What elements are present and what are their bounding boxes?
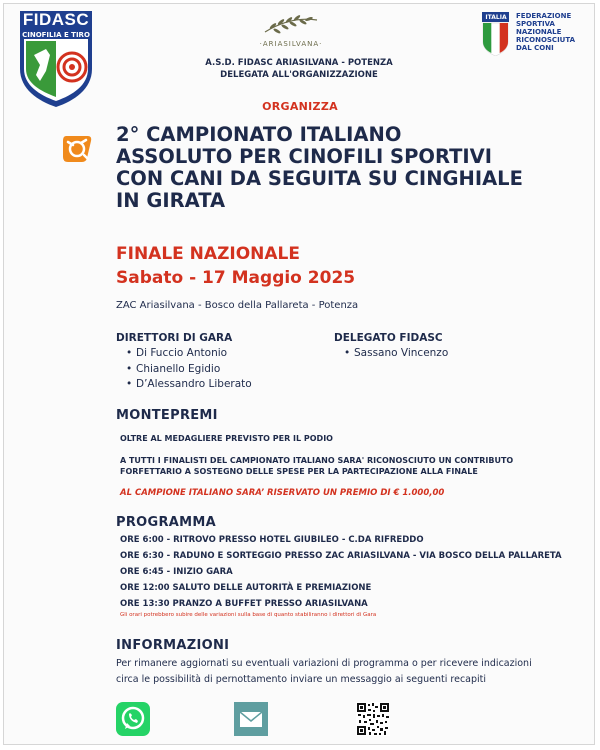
informazioni-heading: INFORMAZIONI	[116, 638, 230, 653]
event-location: ZAC Ariasilvana - Bosco della Pallareta - Potenza	[116, 300, 359, 311]
association-name: A.S.D. FIDASC ARIASILVANA - POTENZA	[205, 58, 393, 68]
schedule-item: ORE 6:30 - RADUNO E SORTEGGIO PRESSO ZAC ARIASILVANA - VIA BOSCO DELLA PALLARETA	[120, 551, 562, 561]
programma-list	[120, 532, 562, 618]
directors-heading: DIRETTORI DI GARA	[116, 332, 233, 344]
montepremi-line: FORFETTARIO A SOSTEGNO DELLE SPESE PER LA PARTECIPAZIONE ALLA FINALE	[120, 467, 478, 476]
italia-label: ITALIA	[485, 14, 507, 21]
title-line: IN GIRATA	[116, 189, 226, 212]
schedule-item: ORE 6:00 - RITROVO PRESSO HOTEL GIUBILEO - C.DA RIFREDDO	[120, 535, 424, 545]
montepremi-heading: MONTEPREMI	[116, 408, 218, 423]
hunting-horn-badge-icon	[60, 132, 94, 166]
coni-recognition	[516, 12, 595, 52]
mail-icon[interactable]	[234, 702, 268, 736]
info-line: Per rimanere aggiornati su eventuali variazioni di programma o per ricevere indicazioni	[116, 658, 532, 669]
info-line: circa le possibilità di pernottamento inviare un messaggio ai seguenti recapiti	[116, 674, 487, 685]
delegate-name: • Sassano Vincenzo	[344, 346, 448, 362]
schedule-note: Gli orari potrebbero subire delle variazioni sulla base di quanto stabiliranno i direttori di Gara	[120, 612, 377, 618]
montepremi-line: A TUTTI I FINALISTI DEL CAMPIONATO ITALIANO SARA' RICONOSCIUTO UN CONTRIBUTO	[120, 456, 514, 465]
montepremi-contribution	[120, 455, 590, 477]
coni-line: DAL CONI	[516, 44, 554, 52]
finale-heading: FINALE NAZIONALE	[116, 244, 301, 264]
event-date: Sabato - 17 Maggio 2025	[116, 268, 356, 288]
association-role: DELEGATA ALL'ORGANIZZAZIONE	[220, 70, 378, 80]
coni-line: RICONOSCIUTA	[516, 36, 576, 44]
fidasc-logo-title: FIDASC	[22, 10, 90, 29]
title-line: CON CANI DA SEGUITA SU CINGHIALE	[116, 167, 523, 190]
director-name: • Chianello Egidio	[126, 362, 252, 378]
qr-code-icon[interactable]	[356, 702, 390, 736]
director-name: • D’Alessandro Liberato	[126, 377, 252, 393]
delegate-heading: DELEGATO FIDASC	[334, 332, 443, 344]
coni-line: FEDERAZIONE	[516, 12, 572, 20]
fidasc-logo-subtitle: CINOFILIA E TIRO	[22, 31, 90, 39]
schedule-item: ORE 13:30 PRANZO A BUFFET PRESSO ARIASILVANA	[120, 599, 368, 609]
whatsapp-icon[interactable]	[116, 702, 150, 736]
organizza-label: ORGANIZZA	[262, 100, 338, 113]
schedule-item: ORE 6:45 - INIZIO GARA	[120, 567, 233, 577]
delegate-list	[344, 346, 448, 362]
association-info	[174, 57, 424, 81]
title-line: ASSOLUTO PER CINOFILI SPORTIVI	[116, 145, 492, 168]
coni-line: SPORTIVA NAZIONALE	[516, 20, 562, 36]
programma-heading: PROGRAMMA	[116, 515, 216, 530]
montepremi-medals: OLTRE AL MEDAGLIERE PREVISTO PER IL PODIO	[120, 434, 333, 443]
flyer-page	[3, 3, 595, 745]
championship-prize: AL CAMPIONE ITALIANO SARA’ RISERVATO UN PREMIO DI € 1.000,00	[120, 488, 445, 498]
informazioni-text	[116, 656, 586, 688]
director-name: • Di Fuccio Antonio	[126, 346, 252, 362]
title-line: 2° CAMPIONATO ITALIANO	[116, 123, 402, 146]
delegate-section	[334, 332, 448, 362]
directors-list	[126, 346, 252, 393]
ariasilvana-branch-logo	[259, 12, 323, 38]
schedule-item: ORE 12:00 SALUTO DELLE AUTORITÀ E PREMIAZIONE	[120, 583, 372, 593]
ariasilvana-logo-text: ·ARIASILVANA·	[259, 40, 323, 48]
championship-title	[116, 124, 586, 212]
directors-section	[116, 332, 252, 393]
